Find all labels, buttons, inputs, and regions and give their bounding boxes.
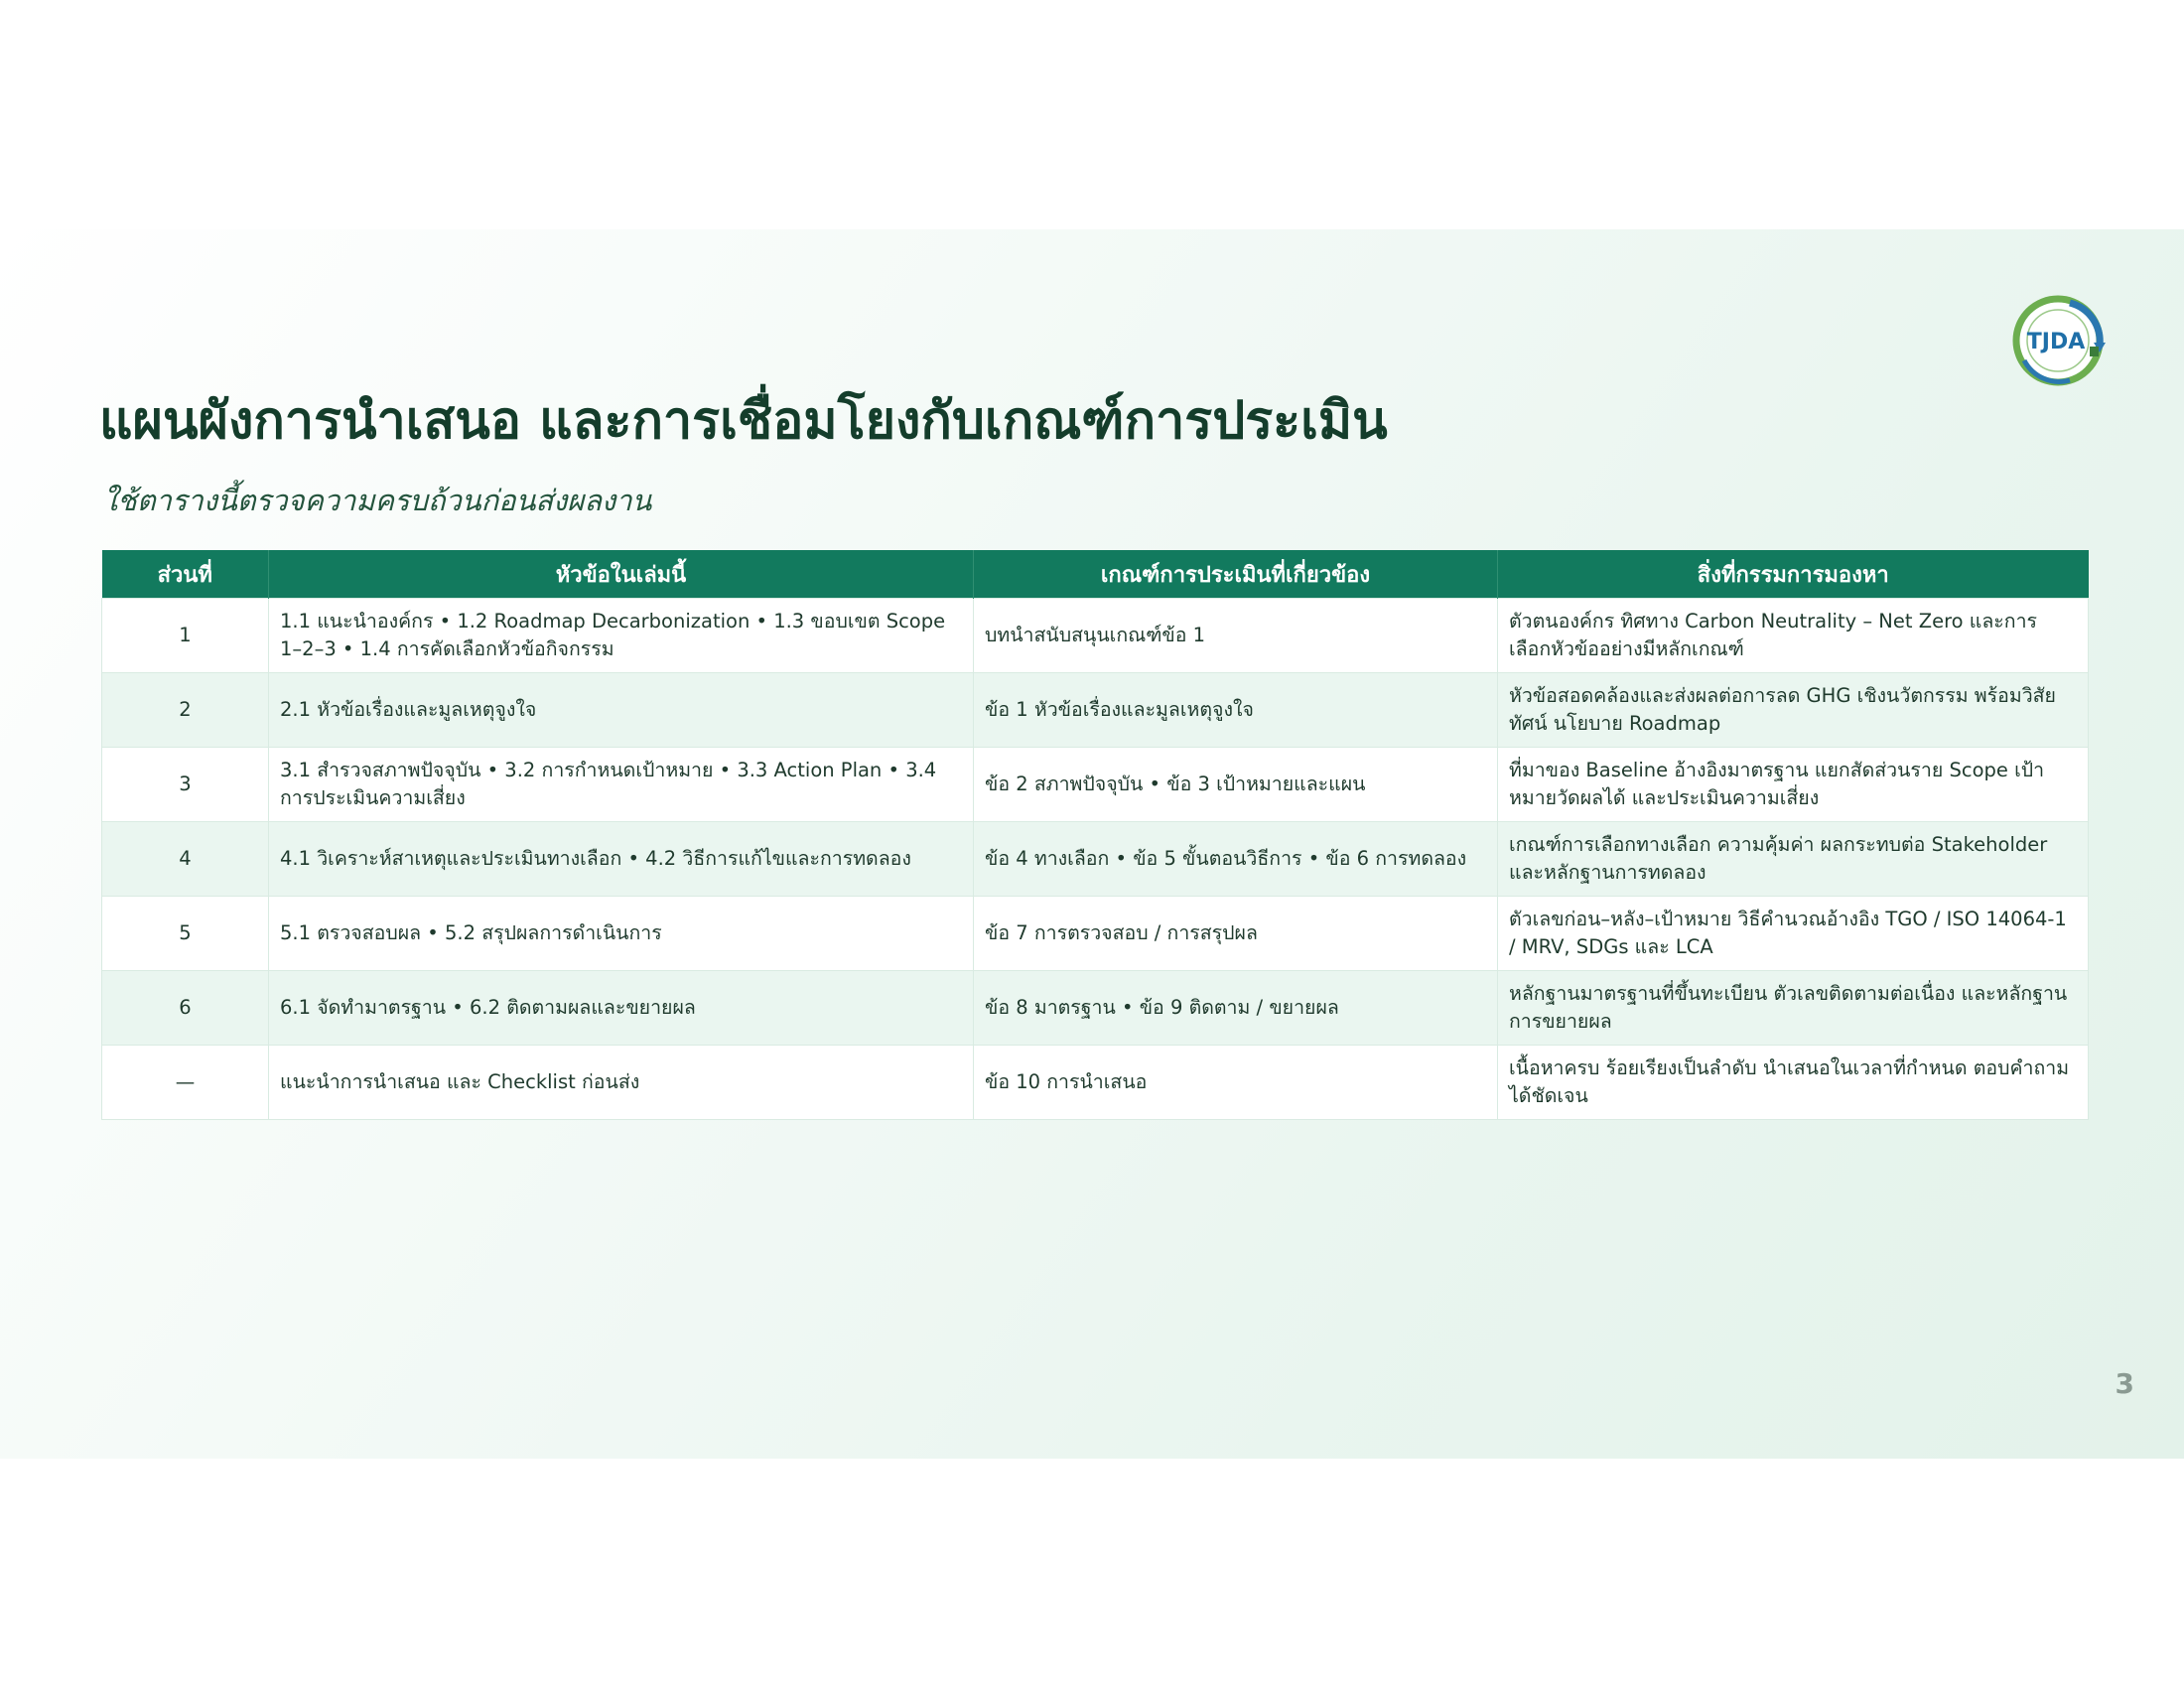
table-row <box>102 748 2089 822</box>
logo-text: TJDA <box>2026 330 2086 354</box>
cell-committee: ตัวตนองค์กร ทิศทาง Carbon Neutrality – Net Zero และการเลือกหัวข้ออย่างมีหลักเกณฑ์ <box>1498 599 2089 673</box>
cell-committee: เกณฑ์การเลือกทางเลือก ความคุ้มค่า ผลกระทบต่อ Stakeholder และหลักฐานการทดลอง <box>1498 822 2089 897</box>
cell-criteria: ข้อ 1 หัวข้อเรื่องและมูลเหตุจูงใจ <box>974 673 1498 748</box>
page-number: 3 <box>2115 1367 2134 1400</box>
tjda-logo <box>2010 291 2110 390</box>
cell-topics: 4.1 วิเคราะห์สาเหตุและประเมินทางเลือก • 4.2 วิธีการแก้ไขและการทดลอง <box>269 822 974 897</box>
slide <box>0 229 2184 1459</box>
table-row <box>102 599 2089 673</box>
cell-topics: แนะนำการนำเสนอ และ Checklist ก่อนส่ง <box>269 1046 974 1120</box>
cell-section: 3 <box>102 748 269 822</box>
cell-topics: 5.1 ตรวจสอบผล • 5.2 สรุปผลการดำเนินการ <box>269 897 974 971</box>
table-row <box>102 822 2089 897</box>
cell-section: 5 <box>102 897 269 971</box>
page-subtitle: ใช้ตารางนี้ตรวจความครบถ้วนก่อนส่งผลงาน <box>103 484 652 517</box>
tjda-award-logo-icon <box>2010 291 2110 390</box>
cell-committee: หลักฐานมาตรฐานที่ขึ้นทะเบียน ตัวเลขติดตามต่อเนื่อง และหลักฐานการขยายผล <box>1498 971 2089 1046</box>
presentation-map-table <box>101 550 2089 1120</box>
cell-criteria: ข้อ 7 การตรวจสอบ / การสรุปผล <box>974 897 1498 971</box>
table-header-row <box>102 550 2089 599</box>
header-section: ส่วนที่ <box>102 550 269 599</box>
cell-topics: 1.1 แนะนำองค์กร • 1.2 Roadmap Decarbonization • 1.3 ขอบเขต Scope 1–2–3 • 1.4 การคัดเลือกหัวข้อกิจกรรม <box>269 599 974 673</box>
cell-section: 6 <box>102 971 269 1046</box>
table-row <box>102 1046 2089 1120</box>
cell-topics: 6.1 จัดทำมาตรฐาน • 6.2 ติดตามผลและขยายผล <box>269 971 974 1046</box>
cell-committee: หัวข้อสอดคล้องและส่งผลต่อการลด GHG เชิงนวัตกรรม พร้อมวิสัยทัศน์ นโยบาย Roadmap <box>1498 673 2089 748</box>
cell-committee: ที่มาของ Baseline อ้างอิงมาตรฐาน แยกสัดส่วนราย Scope เป้าหมายวัดผลได้ และประเมินความเสี่ยง <box>1498 748 2089 822</box>
header-committee-looks-for: สิ่งที่กรรมการมองหา <box>1498 550 2089 599</box>
cell-criteria: ข้อ 8 มาตรฐาน • ข้อ 9 ติดตาม / ขยายผล <box>974 971 1498 1046</box>
cell-committee: ตัวเลขก่อน–หลัง–เป้าหมาย วิธีคำนวณอ้างอิง TGO / ISO 14064-1 / MRV, SDGs และ LCA <box>1498 897 2089 971</box>
table-row <box>102 673 2089 748</box>
cell-criteria: บทนำสนับสนุนเกณฑ์ข้อ 1 <box>974 599 1498 673</box>
header-topics: หัวข้อในเล่มนี้ <box>269 550 974 599</box>
cell-section: 2 <box>102 673 269 748</box>
page-title: แผนผังการนำเสนอ และการเชื่อมโยงกับเกณฑ์การประเมิน <box>99 391 1388 451</box>
cell-criteria: ข้อ 10 การนำเสนอ <box>974 1046 1498 1120</box>
cell-section: 1 <box>102 599 269 673</box>
cell-topics: 2.1 หัวข้อเรื่องและมูลเหตุจูงใจ <box>269 673 974 748</box>
cell-section: 4 <box>102 822 269 897</box>
cell-criteria: ข้อ 2 สภาพปัจจุบัน • ข้อ 3 เป้าหมายและแผน <box>974 748 1498 822</box>
table-row <box>102 897 2089 971</box>
header-criteria: เกณฑ์การประเมินที่เกี่ยวข้อง <box>974 550 1498 599</box>
cell-committee: เนื้อหาครบ ร้อยเรียงเป็นลำดับ นำเสนอในเวลาที่กำหนด ตอบคำถามได้ชัดเจน <box>1498 1046 2089 1120</box>
cell-criteria: ข้อ 4 ทางเลือก • ข้อ 5 ขั้นตอนวิธีการ • ข้อ 6 การทดลอง <box>974 822 1498 897</box>
cell-section: — <box>102 1046 269 1120</box>
cell-topics: 3.1 สำรวจสภาพปัจจุบัน • 3.2 การกำหนดเป้าหมาย • 3.3 Action Plan • 3.4 การประเมินความเสี่ยง <box>269 748 974 822</box>
table-row <box>102 971 2089 1046</box>
